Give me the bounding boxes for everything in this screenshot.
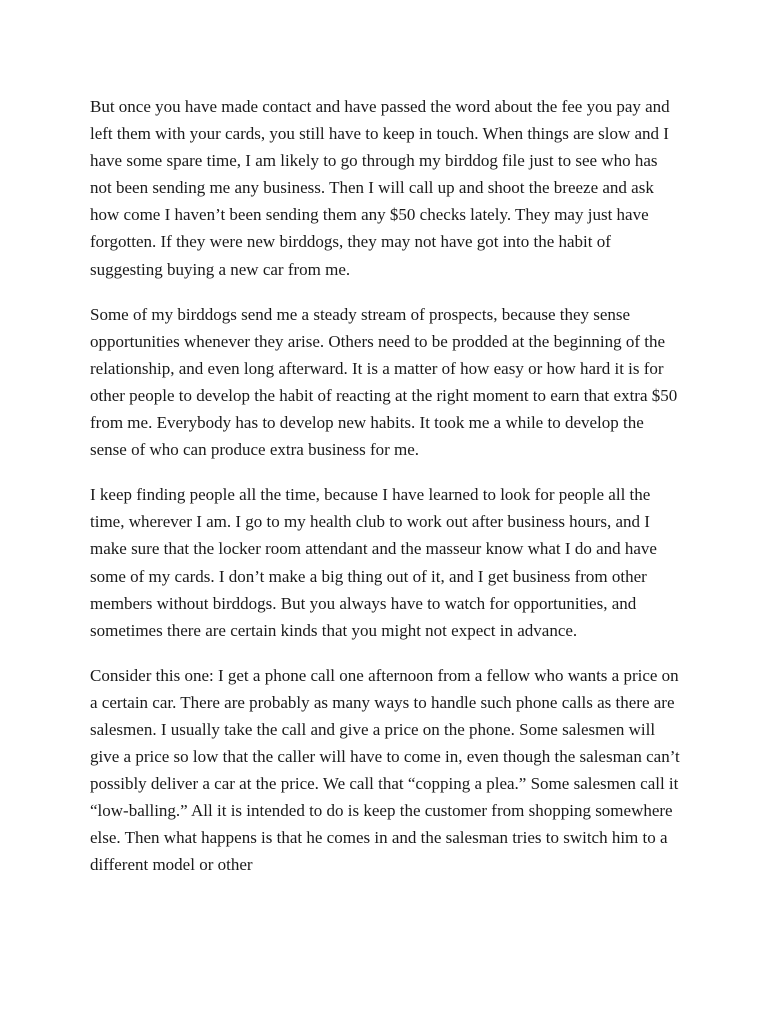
paragraph-1: But once you have made contact and have passed the word about the fee you pay and left them with your cards, you still have to keep in touch. When things are slow and I have some spare time, I am likely to go through my birddog file just to see who has not been sending me any business. Then I will call up and shoot the breeze and ask how come I haven’t been sending them any $50 checks lately. They may just have forgotten. If they were new birddogs, they may not have got into the habit of suggesting buying a new car from me. bbox=[90, 97, 670, 279]
paragraph-3: I keep finding people all the time, because I have learned to look for people all the time, wherever I am. I go to my health club to work out after business hours, and I make sure that the locker room attendant and the masseur know what I do and have some of my cards. I don’t make a big thing out of it, and I get business from other members without birddogs. But you always have to watch for opportunities, and sometimes there are certain kinds that you might not expect in advance. bbox=[90, 485, 657, 640]
body-text bbox=[90, 93, 682, 897]
paragraph-2: Some of my birddogs send me a steady stream of prospects, because they sense opportunities whenever they arise. Others need to be prodded at the beginning of the relationship, and even long afterward. It is a matter of how easy or how hard it is for other people to develop the habit of reacting at the right moment to earn that extra $50 from me. Everybody has to develop new habits. It took me a while to develop the sense of who can produce extra business for me. bbox=[90, 304, 678, 460]
paragraph-4: Consider this one: I get a phone call one afternoon from a fellow who wants a price on a certain car. There are probably as many ways to handle such phone calls as there are salesmen. I usually take the call and give a price on the phone. Some salesmen will give a price so low that the caller will have to come in, even though the salesman can’t possibly deliver a car at the price. We call that “copping a plea.” Some salesmen call it “low-balling.” All it is intended to do is keep the customer from shopping somewhere else. Then what happens is that he comes in and the salesman tries to switch him to a different model or other bbox=[90, 665, 680, 875]
